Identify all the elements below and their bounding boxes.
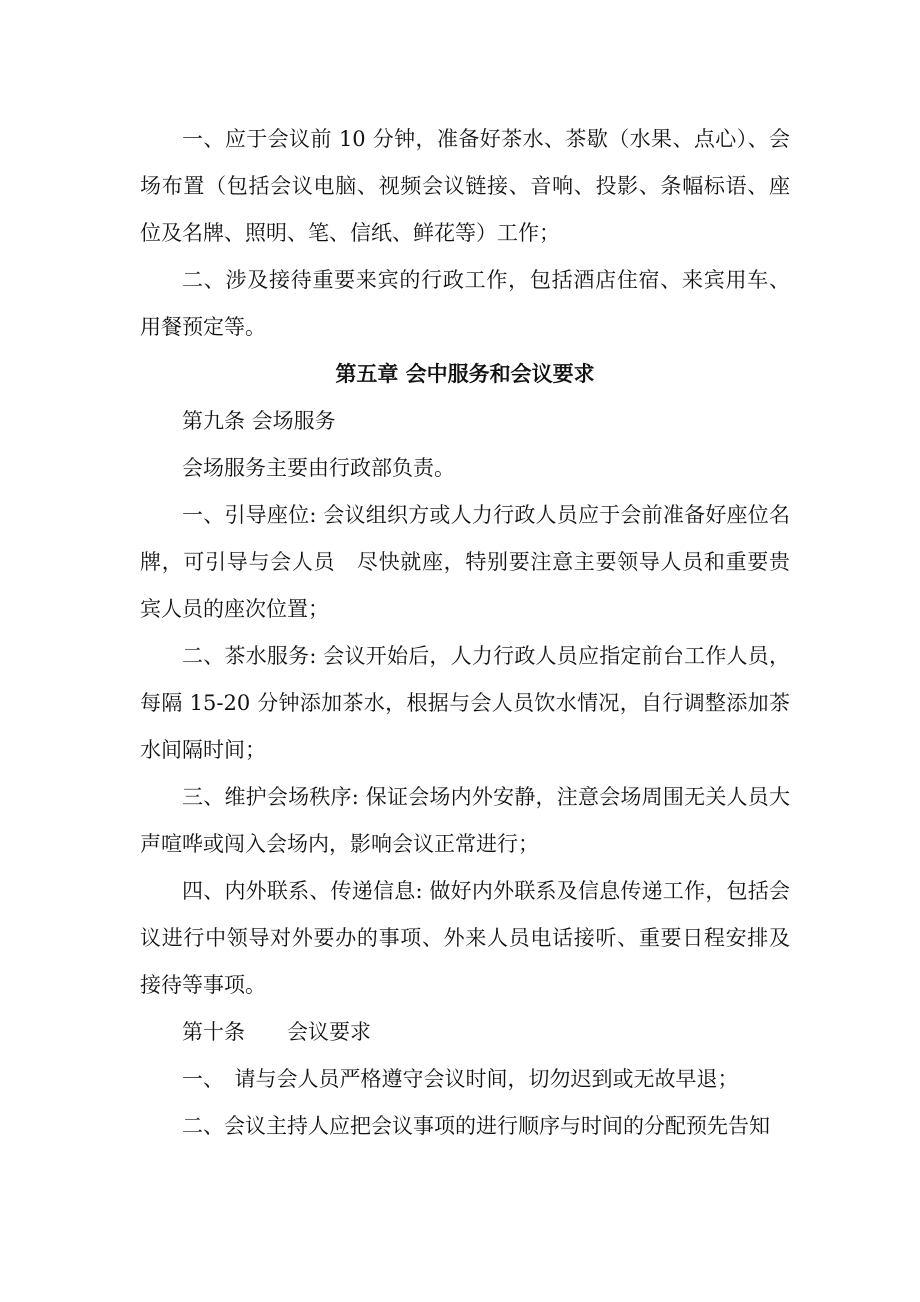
chapter-title: 第五章 会中服务和会议要求 — [335, 362, 595, 386]
article-9-item-seating: 一、引导座位: 会议组织方或人力行政人员应于会前准备好座位名牌，可引导与会人员 尽快就座，特别要注意主要领导人员和重要贵宾人员的座次位置； — [140, 503, 790, 621]
article-10-item-punctuality: 一、 请与会人员严格遵守会议时间，切勿迟到或无故早退； — [182, 1067, 739, 1091]
article-9-item-order: 三、维护会场秩序: 保证会场内外安静，注意会场周围无关人员大声喧哗或闯入会场内，影响会议正常进行； — [140, 785, 790, 856]
paragraph-reception: 二、涉及接待重要来宾的行政工作，包括酒店住宿、来宾用车、用餐预定等。 — [140, 268, 790, 339]
document-body — [140, 116, 790, 1150]
article-9-item-communication: 四、内外联系、传递信息: 做好内外联系及信息传递工作，包括会议进行中领导对外要办的事项、外来人员电话接听、重要日程安排及接待等事项。 — [140, 879, 790, 997]
article-10-item-host-agenda: 二、会议主持人应把会议事项的进行顺序与时间的分配预先告知 — [182, 1114, 770, 1138]
article-9-item-tea-service: 二、茶水服务: 会议开始后，人力行政人员应指定前台工作人员，每隔 15-20 分钟添加茶水，根据与会人员饮水情况，自行调整添加茶水间隔时间； — [140, 644, 790, 762]
article-9-title: 第九条 会场服务 — [182, 409, 336, 433]
article-10-title: 第十条 会议要求 — [182, 1020, 371, 1044]
article-9-intro: 会场服务主要由行政部负责。 — [182, 456, 455, 480]
paragraph-preparation: 一、应于会议前 10 分钟，准备好茶水、茶歇（水果、点心）、会场布置（包括会议电脑、视频会议链接、音响、投影、条幅标语、座位及名牌、照明、笔、信纸、鲜花等）工作； — [140, 127, 790, 245]
